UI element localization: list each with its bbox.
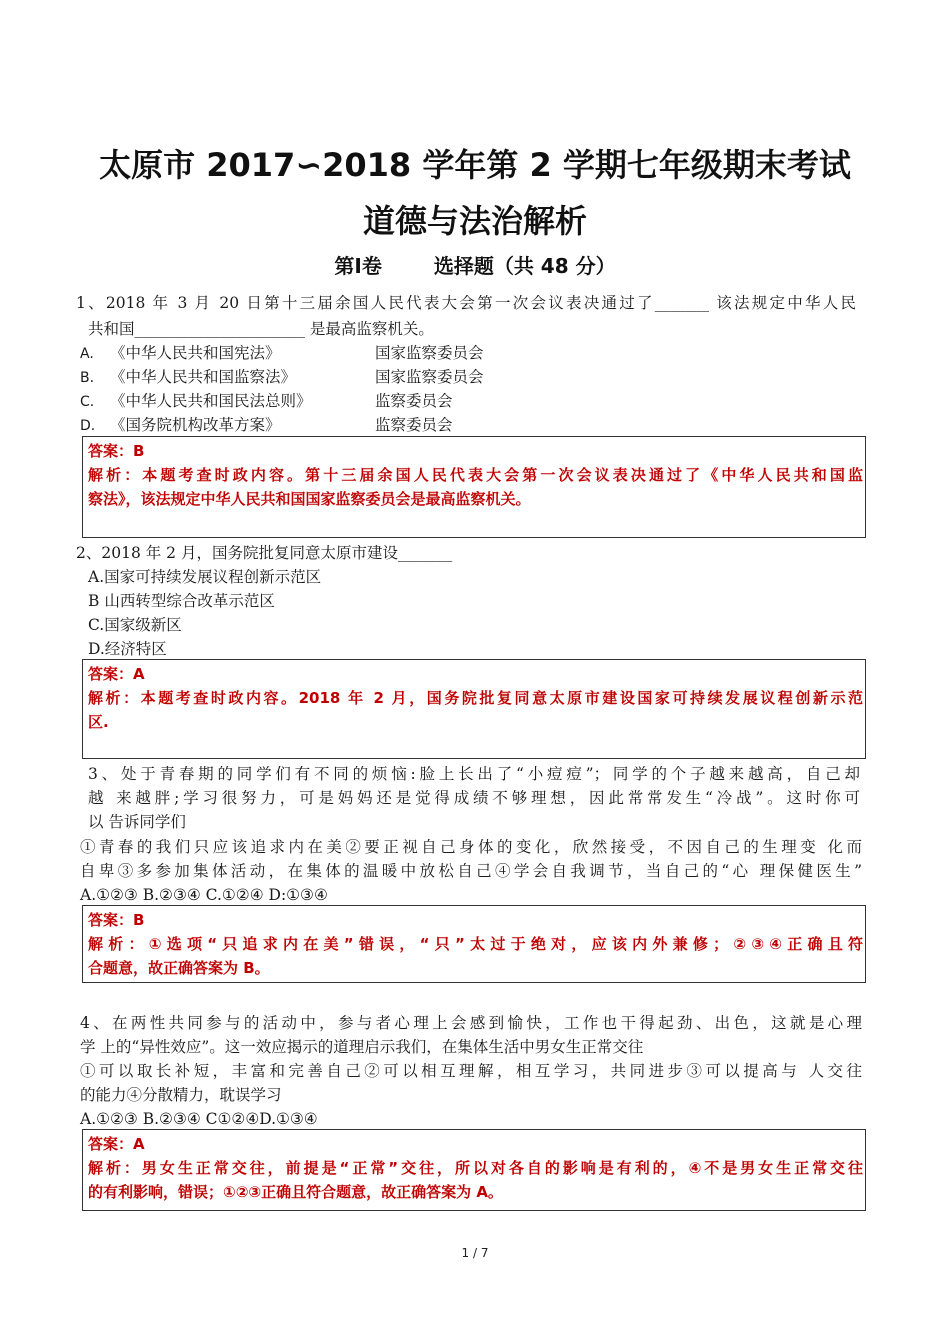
page-subtitle: 道德与法治解析 — [362, 202, 587, 240]
q2-answer: 答案：A — [88, 665, 145, 683]
page-title: 太原市 2017∽2018 学年第 2 学期七年级期末考试 — [99, 146, 851, 184]
q3-analysis-line-2: 合题意，故正确答案为 B。 — [88, 959, 270, 977]
q1-answer: 答案：B — [88, 442, 145, 460]
q1-analysis-line-2: 察法》，该法规定中华人民共和国国家监察委员会是最高监察机关。 — [88, 490, 531, 508]
q4-line-3: ①可以取长补短，丰富和完善自己②可以相互理解，相互学习，共同进步③可以提高与 人交往 — [80, 1062, 862, 1080]
option-org: 监察委员会 — [375, 392, 453, 410]
q1-analysis-line-1: 解析：本题考查时政内容。第十三届余国人民代表大会第一次会议表决通过了《中华人民共和国监 — [88, 466, 863, 484]
q3-line-3: 以 告诉同学们 — [88, 813, 186, 831]
q2-answer-box — [82, 659, 866, 759]
q1-option-c — [80, 390, 453, 413]
q4-line-1: 4、在两性共同参与的活动中，参与者心理上会感到愉快，工作也干得起劲、出色，这就是心理 — [80, 1014, 862, 1032]
q3-line-4: ①青春的我们只应该追求内在美②要正视自己身体的变化，欣然接受，不因自己的生理变 化而 — [80, 838, 862, 856]
option-text: 《中华人民共和国民法总则》 — [110, 392, 312, 410]
q3-choices: A.①②③ B.②③④ C.①②④ D:①③④ — [80, 886, 328, 904]
option-text: 《中华人民共和国监察法》 — [110, 368, 297, 386]
q2-analysis-line-1: 解析：本题考查时政内容。2018 年 2 月，国务院批复同意太原市建设国家可持续发展议程创新示范 — [88, 689, 863, 707]
option-letter: B. — [80, 370, 95, 386]
q3-line-2: 越 来越胖;学习很努力，可是妈妈还是觉得成绩不够理想，因此常常发生“冷战”。这时你可 — [88, 789, 860, 807]
section-heading — [0, 250, 950, 279]
q3-line-5: 自卑③多参加集体活动，在集体的温暖中放松自己④学会自我调节，当自己的“心 理保健医生” — [80, 862, 862, 880]
q3-analysis-line-1: 解析：①选项“只追求内在美”错误，“只”太过于绝对，应该内外兼修；②③④正确且符 — [88, 935, 863, 953]
q1-line-2: 共和国______________________ 是最高监察机关。 — [88, 320, 434, 338]
option-org: 监察委员会 — [375, 416, 453, 434]
q1-line-1: 1、2018 年 3 月 20 日第十三届余国人民代表大会第一次会议表决通过了_______ 该法规定中华人民 — [76, 294, 856, 312]
q4-line-2: 学 上的“异性效应”。这一效应揭示的道理启示我们，在集体生活中男女生正常交往 — [80, 1038, 644, 1056]
q2-option-d: D.经济特区 — [88, 640, 167, 658]
option-letter: A. — [80, 346, 94, 362]
q1-option-a — [80, 342, 484, 365]
option-org: 国家监察委员会 — [375, 368, 484, 386]
section-part: 第Ⅰ卷 — [334, 254, 382, 278]
option-org: 国家监察委员会 — [375, 344, 484, 362]
q4-analysis-line-2: 的有利影响，错误；①②③正确且符合题意，故正确答案为 A。 — [88, 1183, 503, 1201]
q1-option-d — [80, 414, 453, 437]
q3-line-1: 3、处于青春期的同学们有不同的烦恼:脸上长出了“小痘痘”；同学的个子越来越高，自己却 — [88, 765, 860, 783]
q1-option-b — [80, 366, 484, 389]
option-text: 《国务院机构改革方案》 — [110, 416, 281, 434]
option-letter: C. — [80, 394, 95, 410]
q1-answer-box — [82, 436, 866, 538]
section-name: 选择题（共 48 分） — [433, 254, 616, 278]
q4-answer: 答案：A — [88, 1135, 145, 1153]
q2-option-b: B 山西转型综合改革示范区 — [88, 592, 275, 610]
q4-line-4: 的能力④分散精力，耽误学习 — [80, 1086, 282, 1104]
option-text: 《中华人民共和国宪法》 — [110, 344, 281, 362]
q4-choices: A.①②③ B.②③④ C①②④D.①③④ — [80, 1110, 318, 1128]
q2-analysis-line-2: 区. — [88, 713, 109, 731]
q2-option-a: A.国家可持续发展议程创新示范区 — [88, 568, 322, 586]
q3-answer: 答案：B — [88, 911, 145, 929]
page-number: 1 / 7 — [461, 1246, 489, 1260]
q4-analysis-line-1: 解析：男女生正常交往，前提是“正常”交往，所以对各自的影响是有利的，④不是男女生正常交往 — [88, 1159, 863, 1177]
q2-option-c: C.国家级新区 — [88, 616, 182, 634]
option-letter: D. — [80, 418, 96, 434]
q2-line-1: 2、2018 年 2 月，国务院批复同意太原市建设_______ — [76, 544, 453, 562]
